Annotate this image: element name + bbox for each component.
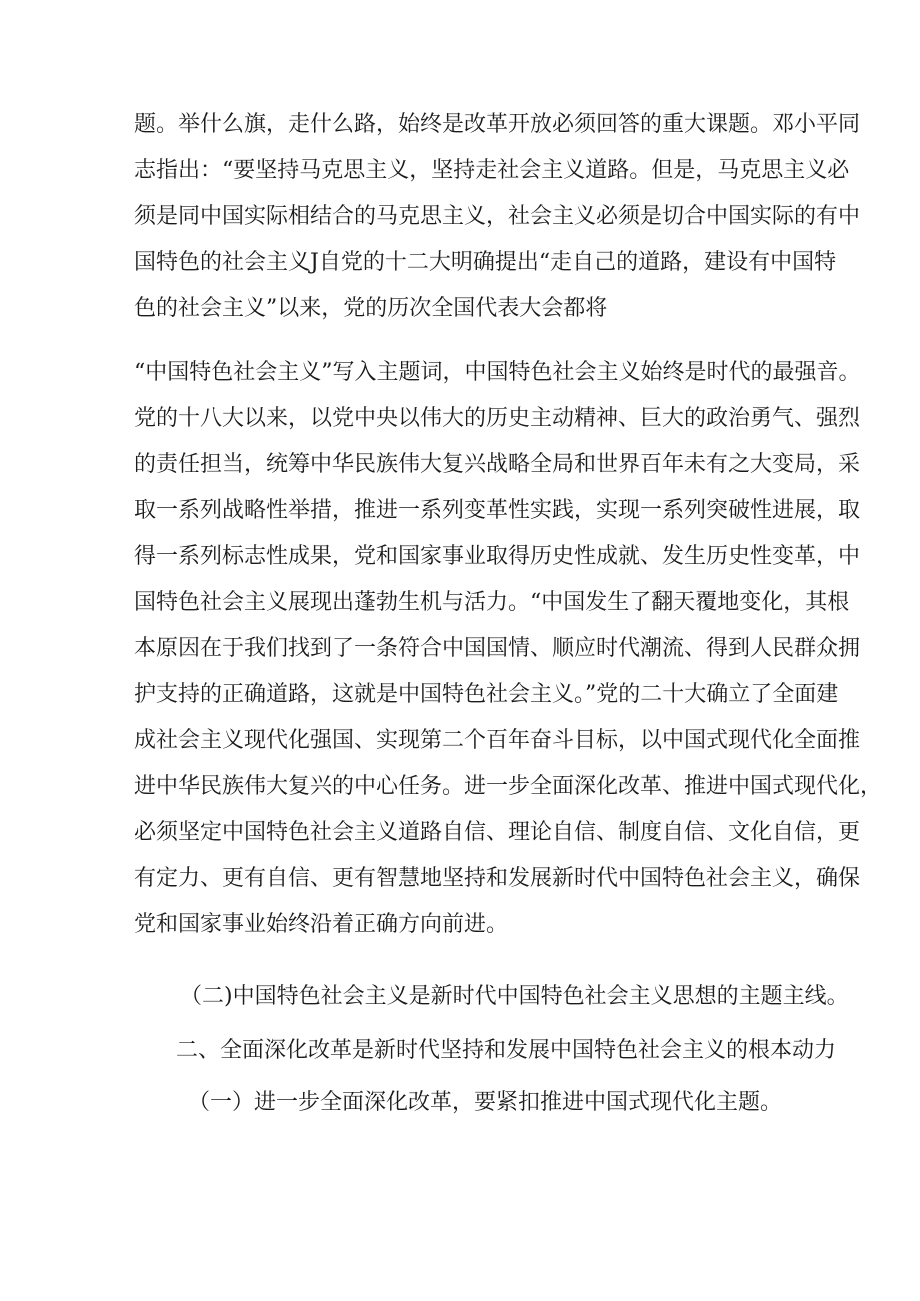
subheading-2: （二)中国特色社会主义是新时代中国特色社会主义思想的主题主线。: [180, 984, 849, 1009]
text-line: 色的社会主义”以来，党的历次全国代表大会都将: [134, 296, 608, 321]
text-line: 取一系列战略性举措，推进一系列变革性实践，实现一系列突破性进展，取: [134, 498, 861, 523]
text-line: “中国特色社会主义”写入主题词，中国特色社会主义始终是时代的最强音。: [134, 360, 861, 385]
text-line: 本原因在于我们找到了一条符合中国国情、顺应时代潮流、得到人民群众拥: [134, 636, 861, 661]
paragraph-1: [134, 102, 861, 332]
text-line: 护支持的正确道路，这就是中国特色社会主义。”党的二十大确立了全面建: [134, 682, 839, 707]
text-line: 题。举什么旗，走什么路，始终是改革开放必须回答的重大课题。邓小平同: [134, 112, 861, 137]
text-line: 志指出：“要坚持马克思主义，坚持走社会主义道路。但是，马克思主义必: [134, 158, 850, 183]
text-line: 的责任担当，统筹中华民族伟大复兴战略全局和世界百年未有之大变局，采: [134, 452, 861, 477]
text-line: 国特色社会主义展现出蓬勃生机与活力。“中国发生了翻天覆地变化，其根: [134, 590, 850, 615]
subheading-3: （一）进一步全面深化改革，要紧扣推进中国式现代化主题。: [188, 1090, 783, 1115]
text-line: 有定力、更有自信、更有智慧地坚持和发展新时代中国特色社会主义，确保: [134, 866, 861, 891]
text-line: 进中华民族伟大复兴的中心任务。进一步全面深化改革、推进中国式现代化，: [134, 774, 883, 799]
text-line: 国特色的社会主义J自党的十二大明确提出“走自己的道路，建设有中国特: [134, 250, 837, 275]
text-line: 成社会主义现代化强国、实现第二个百年奋斗目标，以中国式现代化全面推: [134, 728, 861, 753]
text-line: 党和国家事业始终沿着正确方向前进。: [134, 912, 509, 937]
text-line: 必须坚定中国特色社会主义道路自信、理论自信、制度自信、文化自信，更: [134, 820, 861, 845]
paragraph-2: [134, 350, 883, 948]
text-line: 党的十八大以来，以党中央以伟大的历史主动精神、巨大的政治勇气、强烈: [134, 406, 861, 431]
text-line: 得一系列标志性成果，党和国家事业取得历史性成就、发生历史性变革，中: [134, 544, 861, 569]
text-line: 须是同中国实际相结合的马克思主义，社会主义必须是切合中国实际的有中: [134, 204, 861, 229]
section-heading: 二、全面深化改革是新时代坚持和发展中国特色社会主义的根本动力: [176, 1038, 837, 1063]
